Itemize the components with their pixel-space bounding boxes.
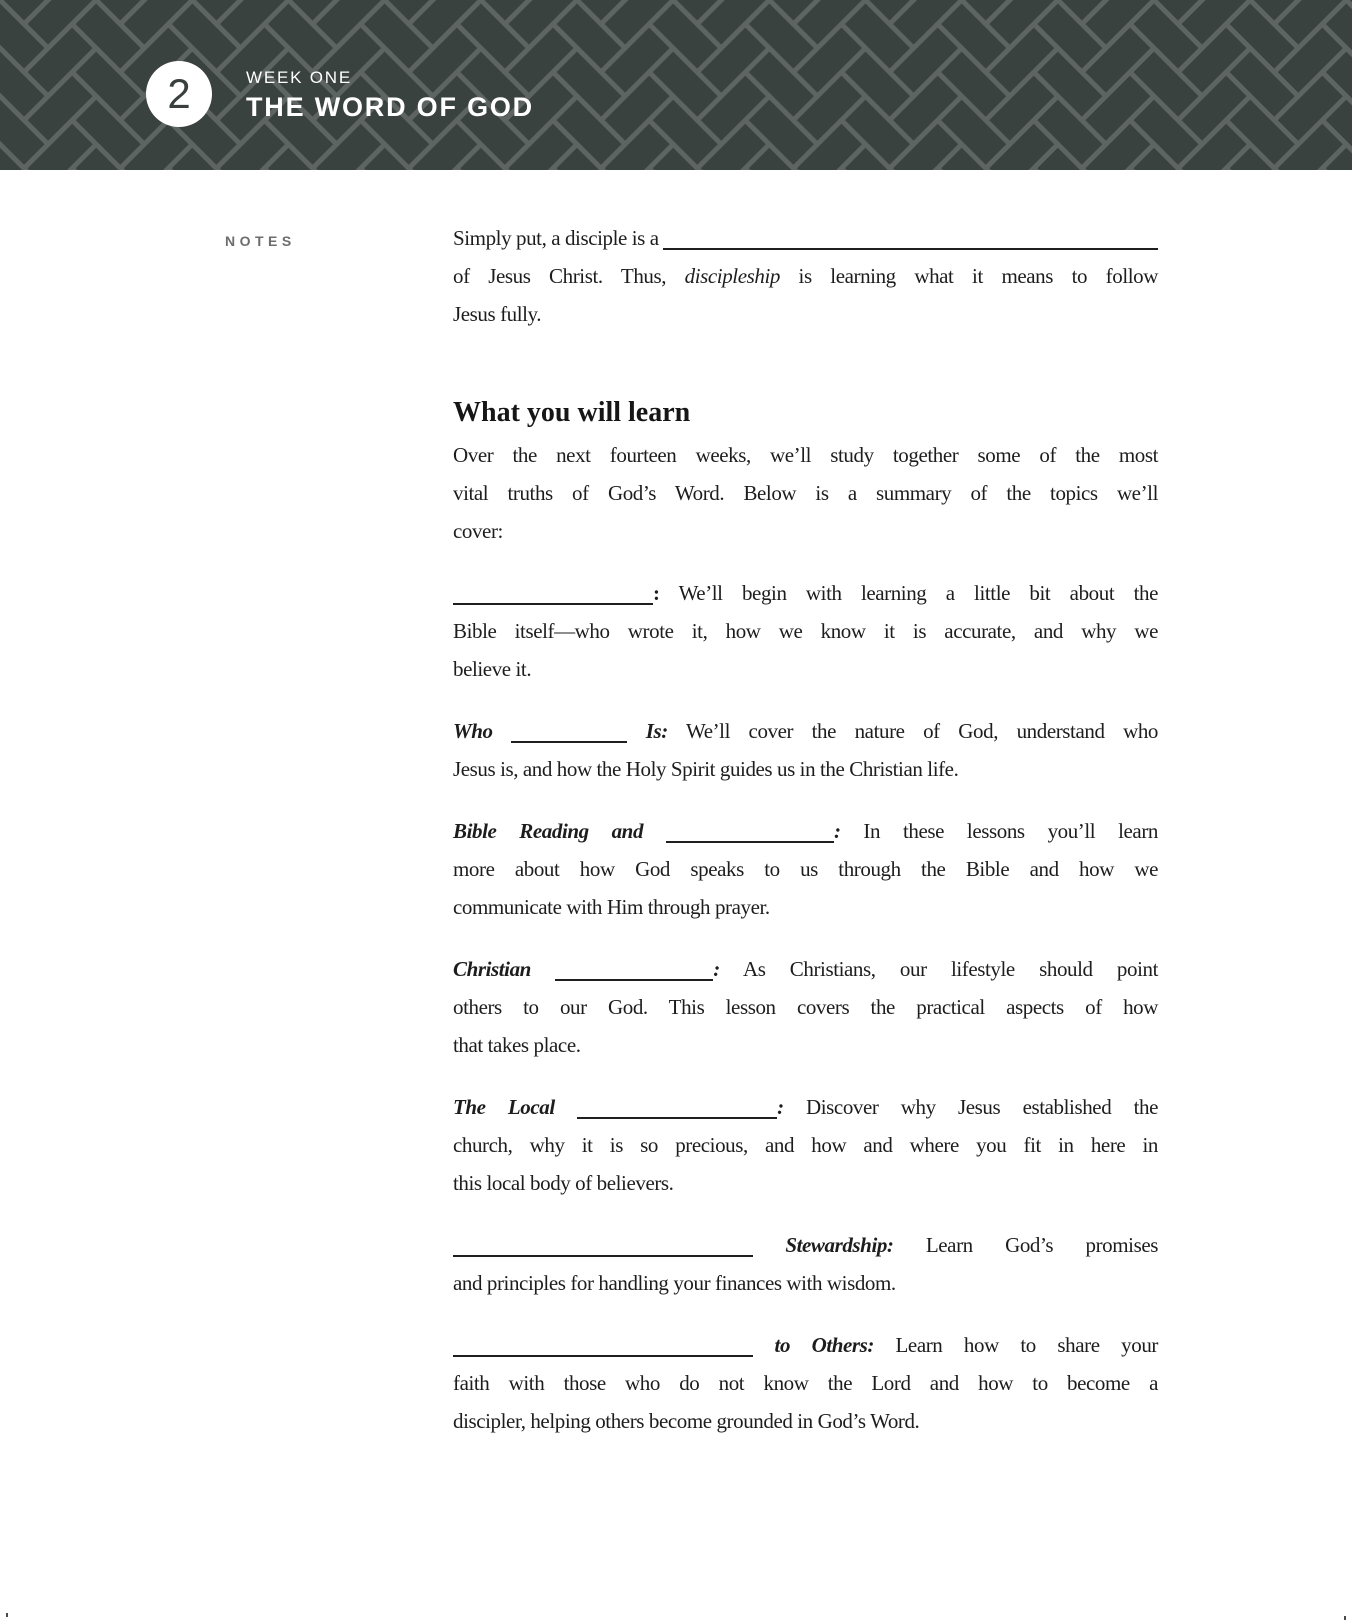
text-segment: others to our God. This lesson covers the practical aspects of how xyxy=(453,995,1158,1019)
fill-in-blank-line xyxy=(577,1116,777,1119)
text-segment: Bible itself—who wrote it, how we know it is accurate, and why we xyxy=(453,619,1158,643)
text-segment: Bible Reading and xyxy=(453,819,666,843)
text-segment: of Jesus Christ. Thus, xyxy=(453,264,685,288)
text-line xyxy=(453,750,1158,788)
text-segment: cover: xyxy=(453,519,503,543)
fill-in-blank-line xyxy=(666,840,834,843)
crop-mark-right xyxy=(1344,1616,1346,1620)
paragraph xyxy=(453,1226,1158,1302)
text-segment: The Local xyxy=(453,1095,578,1119)
text-line xyxy=(453,612,1158,650)
page-title: THE WORD OF GOD xyxy=(246,92,534,122)
text-segment: Learn how to share your xyxy=(873,1333,1158,1357)
text-segment: We’ll cover the nature of God, understand who xyxy=(667,719,1158,743)
text-line xyxy=(453,512,1158,550)
text-segment: vital truths of God’s Word. Below is a summary of the topics we’ll xyxy=(453,481,1158,505)
topic-paragraphs xyxy=(453,436,1158,1440)
text-line xyxy=(453,1026,1158,1064)
fill-in-blank-line xyxy=(453,1254,753,1257)
text-segment: Christian xyxy=(453,957,556,981)
text-segment: that takes place. xyxy=(453,1033,581,1057)
text-line xyxy=(453,1126,1158,1164)
text-segment: Who xyxy=(453,719,512,743)
text-segment: : xyxy=(713,957,720,981)
text-line xyxy=(453,1402,1158,1440)
text-segment: church, why it is so precious, and how and where you fit in here in xyxy=(453,1133,1158,1157)
text-line xyxy=(453,950,1158,988)
paragraph xyxy=(453,219,1158,333)
text-segment: believe it. xyxy=(453,657,532,681)
text-line xyxy=(453,812,1158,850)
text-segment: : xyxy=(653,581,660,605)
text-line xyxy=(453,295,1158,333)
fill-in-blank-line xyxy=(663,247,1158,250)
crop-mark-left xyxy=(6,1613,8,1617)
text-line xyxy=(453,888,1158,926)
text-segment: Is: xyxy=(627,719,668,743)
text-line xyxy=(453,1226,1158,1264)
text-segment: As Christians, our lifestyle should point xyxy=(719,957,1158,981)
fill-in-blank-line xyxy=(555,978,713,981)
page-number: 2 xyxy=(167,70,191,117)
paragraph xyxy=(453,950,1158,1064)
text-segment: Simply put, a disciple is a xyxy=(453,226,664,250)
text-line xyxy=(453,574,1158,612)
text-segment: communicate with Him through prayer. xyxy=(453,895,770,919)
week-label: WEEK ONE xyxy=(246,68,353,87)
fill-in-blank-line xyxy=(453,602,653,605)
text-line xyxy=(453,1164,1158,1202)
text-segment: We’ll begin with learning a little bit about the xyxy=(659,581,1158,605)
text-segment: more about how God speaks to us through the Bible and how we xyxy=(453,857,1158,881)
text-segment: Learn God’s promises xyxy=(893,1233,1158,1257)
header-overlay xyxy=(0,0,1352,170)
text-line xyxy=(453,219,1158,257)
text-segment: Over the next fourteen weeks, we’ll study together some of the most xyxy=(453,443,1158,467)
text-line xyxy=(453,650,1158,688)
text-segment: this local body of believers. xyxy=(453,1171,674,1195)
text-line xyxy=(453,436,1158,474)
header-titles xyxy=(246,66,534,122)
notes-label: NOTES xyxy=(225,233,296,249)
intro-paragraphs xyxy=(453,219,1158,333)
fill-in-blank-line xyxy=(453,1354,753,1357)
paragraph xyxy=(453,812,1158,926)
text-line xyxy=(453,1364,1158,1402)
text-segment: is learning what it means to follow xyxy=(779,264,1158,288)
paragraph xyxy=(453,1088,1158,1202)
text-segment: Discover why Jesus established the xyxy=(783,1095,1158,1119)
text-line xyxy=(453,1326,1158,1364)
fill-in-blank-line xyxy=(511,740,627,743)
section-heading: What you will learn xyxy=(453,397,691,428)
text-segment: : xyxy=(777,1095,784,1119)
text-line xyxy=(453,850,1158,888)
page-header xyxy=(0,0,1352,170)
text-segment: : xyxy=(833,819,841,843)
paragraph xyxy=(453,436,1158,550)
text-line xyxy=(453,1088,1158,1126)
paragraph xyxy=(453,574,1158,688)
page-number-badge xyxy=(146,61,212,127)
text-line xyxy=(453,988,1158,1026)
text-segment: Jesus is, and how the Holy Spirit guides us in the Christian life. xyxy=(453,757,959,781)
text-line xyxy=(453,474,1158,512)
text-segment: faith with those who do not know the Lord and how to become a xyxy=(453,1371,1158,1395)
body-column xyxy=(453,219,1158,1440)
text-segment: Stewardship: xyxy=(753,1233,894,1257)
text-segment: discipleship xyxy=(684,264,780,288)
text-segment: discipler, helping others become grounded in God’s Word. xyxy=(453,1409,920,1433)
text-line xyxy=(453,1264,1158,1302)
text-line xyxy=(453,712,1158,750)
paragraph xyxy=(453,712,1158,788)
text-segment: Jesus fully. xyxy=(453,302,542,326)
text-segment: and principles for handling your finances with wisdom. xyxy=(453,1271,896,1295)
text-segment: In these lessons you’ll learn xyxy=(840,819,1158,843)
text-segment: to Others: xyxy=(753,1333,874,1357)
paragraph xyxy=(453,1326,1158,1440)
text-line xyxy=(453,257,1158,295)
